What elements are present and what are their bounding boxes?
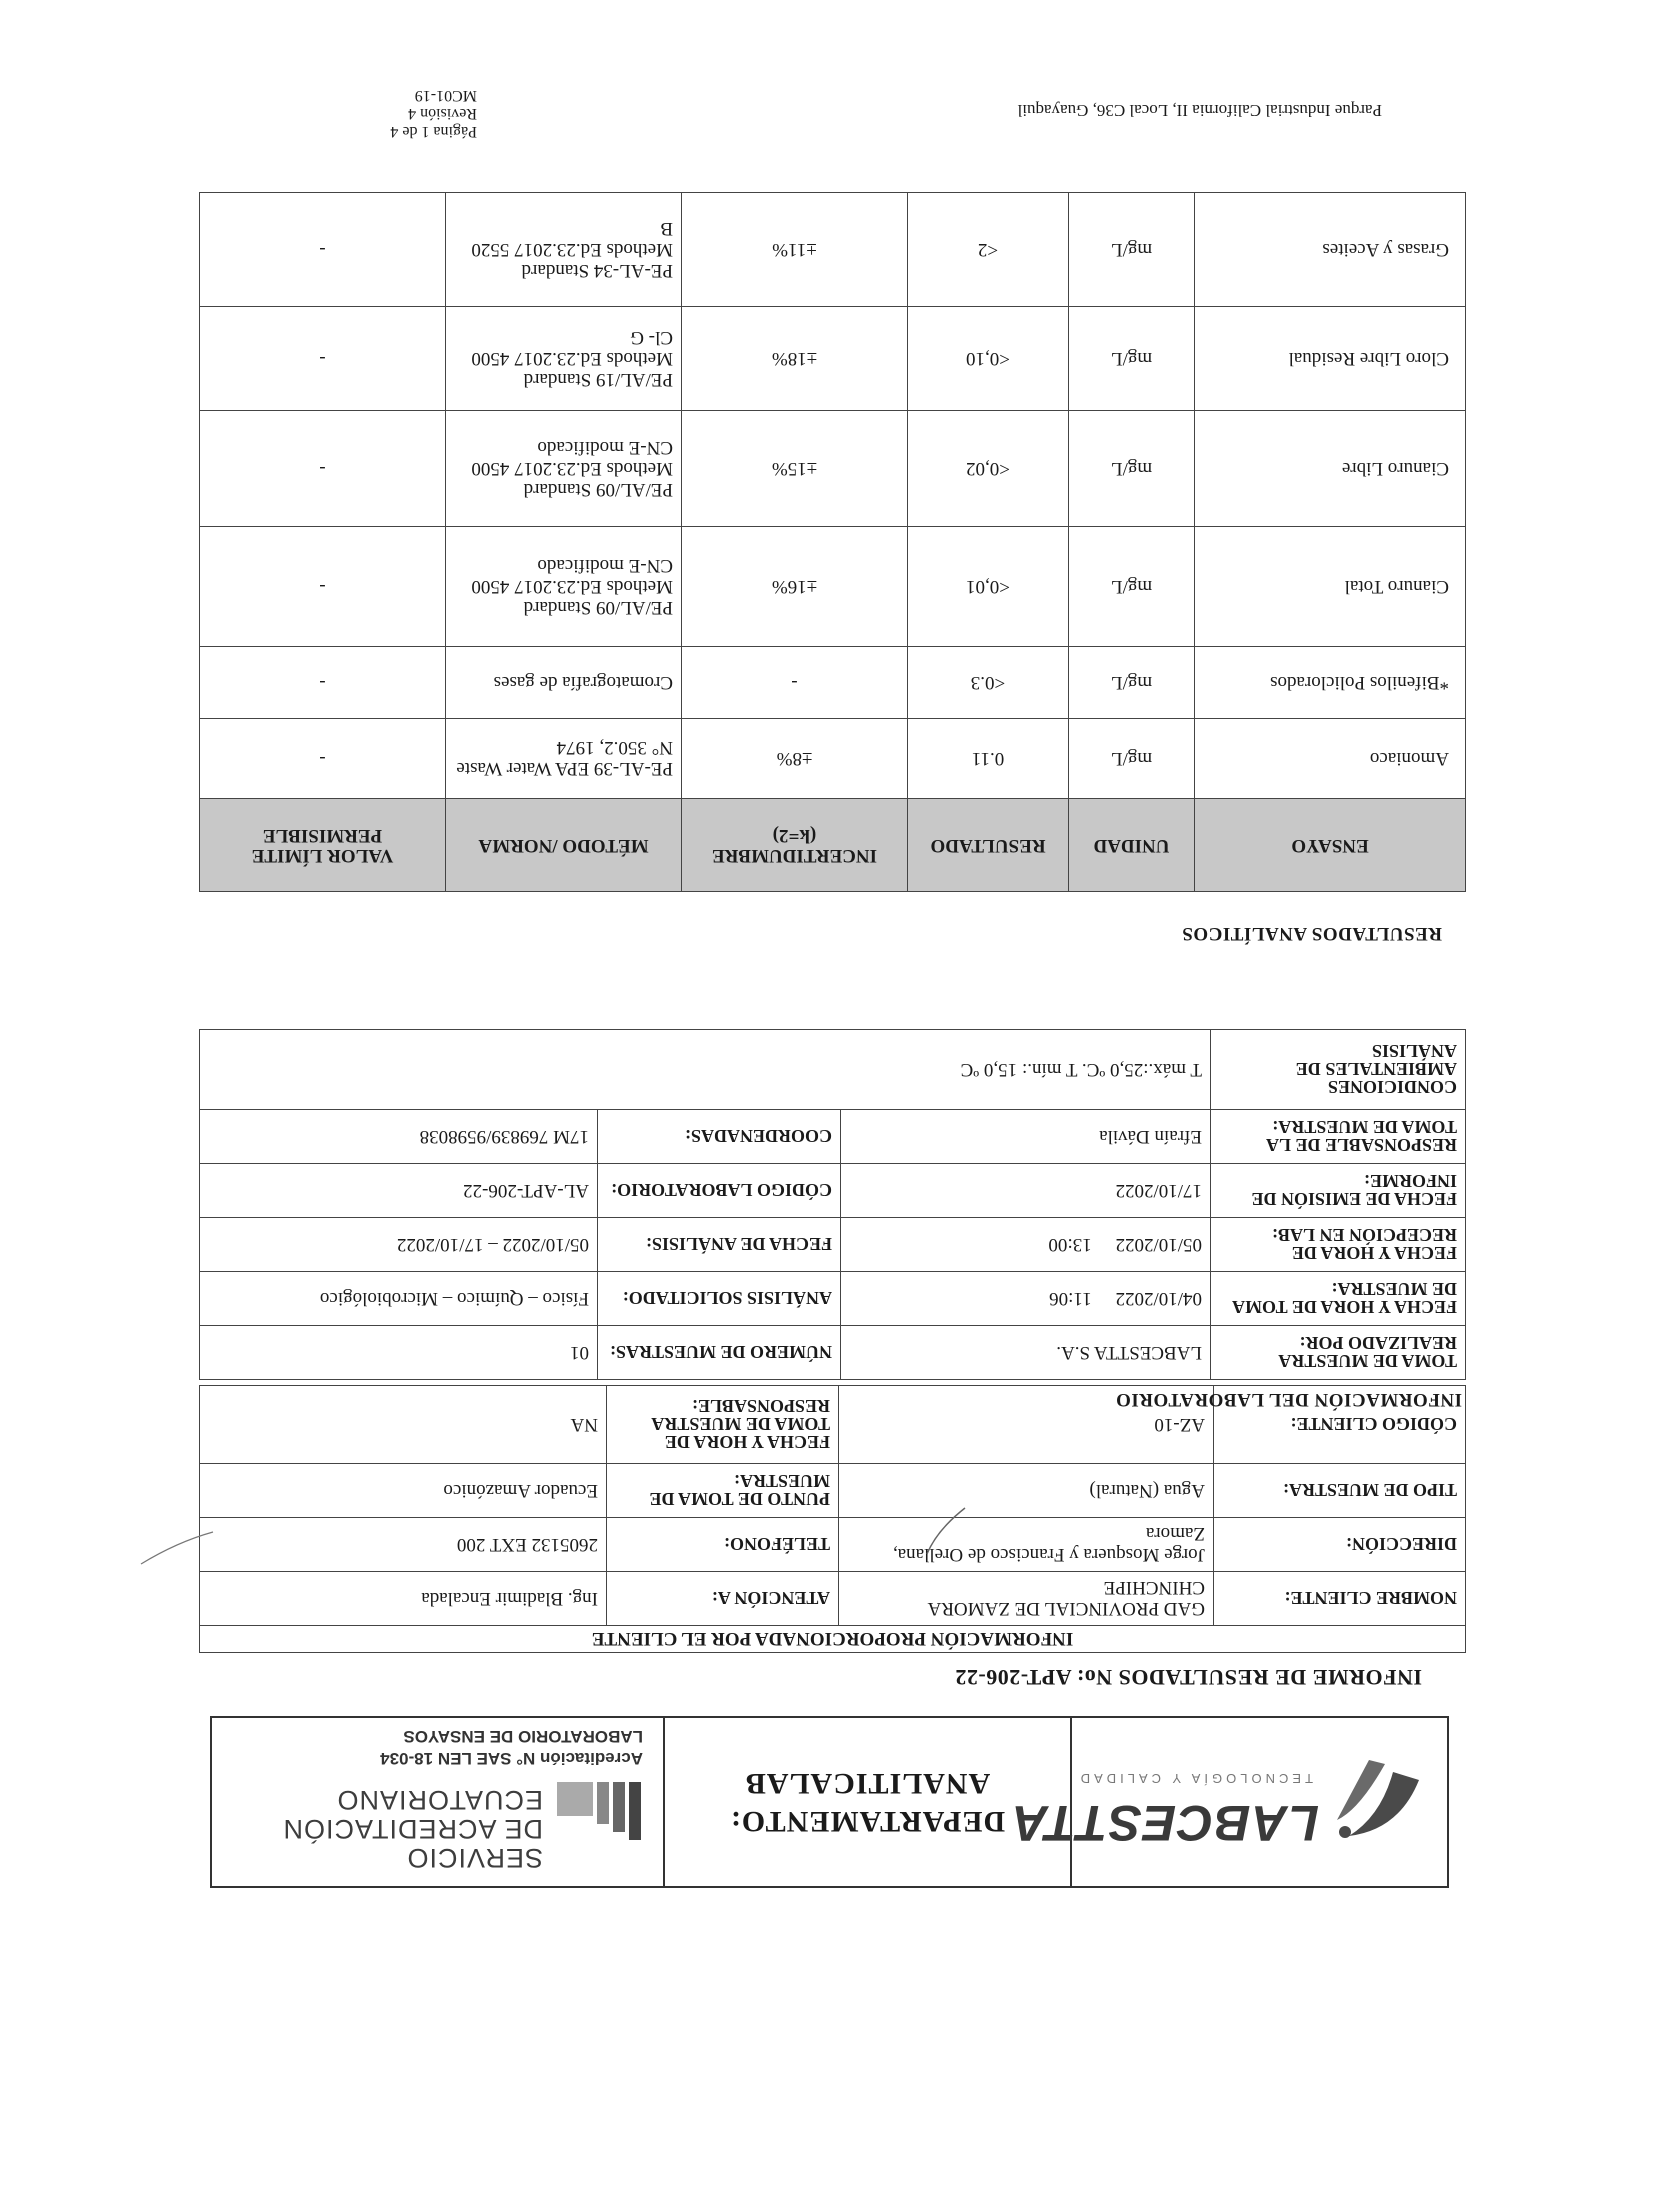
client-name-label: NOMBRE CLIENTE: <box>1214 1572 1466 1626</box>
lab-info-table <box>199 1029 1466 1380</box>
conditions-value: T máx.:25,0 ºC. T mín.: 15,0 ºC <box>200 1030 1211 1110</box>
sampling-responsible-value: NA <box>200 1386 607 1464</box>
attention-label: ATENCIÓN A: <box>607 1572 839 1626</box>
resultado-cell: <0,01 <box>908 527 1069 647</box>
resultado-cell: <0.3 <box>908 647 1069 719</box>
unidad-cell: mg/L <box>1069 647 1195 719</box>
logo-tagline: TECNOLOGÍA Y CALIDAD <box>1076 1771 1313 1786</box>
resultado-cell: <0,10 <box>908 307 1069 411</box>
header-incertidumbre: INCERTIDUMBRE (k=2) <box>682 799 908 892</box>
limite-cell: - <box>200 647 446 719</box>
attention-value: Ing. Bladimir Encalada <box>200 1572 607 1626</box>
unidad-cell: mg/L <box>1069 307 1195 411</box>
sae-logo-icon <box>553 1776 645 1846</box>
sampling-datetime-value: 04/10/2022 11:06 <box>841 1272 1211 1326</box>
pen-tick-mark <box>137 1512 217 1572</box>
phone-label: TELÉFONO: <box>607 1518 839 1572</box>
header-unidad: UNIDAD <box>1069 799 1195 892</box>
sampling-responsible-value: Efraín Dávila <box>841 1110 1211 1164</box>
lab-code-label: CÓDIGO LABORATORIO: <box>598 1164 841 1218</box>
report-header <box>210 1716 1449 1888</box>
limite-cell: - <box>200 527 446 647</box>
ensayo-cell: Grasas y Aceites <box>1195 193 1466 307</box>
client-code-label: CÓDIGO CLIENTE: <box>1214 1386 1466 1464</box>
table-row <box>200 647 1466 719</box>
table-row <box>200 527 1466 647</box>
labcestta-logo <box>1010 1718 1447 1886</box>
sample-count-value: 01 <box>200 1326 598 1380</box>
revision: Revisión 4 <box>408 105 477 122</box>
table-row <box>200 307 1466 411</box>
lab-code-value: AL-APT-206-22 <box>200 1164 598 1218</box>
phone-value: 2605132 EXT 200 <box>200 1518 607 1572</box>
sampled-by-label: TOMA DE MUESTRA REALIZADO POR: <box>1211 1326 1466 1380</box>
sae-line-1: SERVICIO <box>406 1843 543 1873</box>
table-row <box>200 193 1466 307</box>
reception-datetime-label: FECHA Y HORA DE RECEPCIÓN EN LAB: <box>1211 1218 1466 1272</box>
accreditation-number: Acreditación N° SAE LEN 18-034 <box>380 1749 643 1768</box>
client-code-value: AZ-10 <box>839 1386 1214 1464</box>
footer-address: Parque Industrial California II, Local C36, Guayaquil <box>1017 101 1382 120</box>
coordinates-label: COORDENADAS: <box>598 1110 841 1164</box>
metodo-cell: PE/AL/19 Standard Methods Ed.23.2017 4500 Cl- G <box>446 307 682 411</box>
metodo-cell: PE/AL/09 Standard Methods Ed.23.2017 4500 CN-E modificado <box>446 411 682 527</box>
incertidumbre-cell: ±15% <box>682 411 908 527</box>
analysis-date-label: FECHA DE ANÁLISIS: <box>598 1218 841 1272</box>
requested-analysis-value: Físico – Químico – Microbiológico <box>200 1272 598 1326</box>
issue-date-label: FECHA DE EMISIÓN DE INFORME: <box>1211 1164 1466 1218</box>
incertidumbre-cell: ±11% <box>682 193 908 307</box>
coordinates-value: 17M 769839/9598038 <box>200 1110 598 1164</box>
metodo-cell: PE/AL/09 Standard Methods Ed.23.2017 4500 CN-E modificado <box>446 527 682 647</box>
analysis-date-value: 05/10/2022 – 17/10/2022 <box>200 1218 598 1272</box>
department-label: DEPARTAMENTO: <box>729 1805 1006 1838</box>
unidad-cell: mg/L <box>1069 527 1195 647</box>
sampling-point-label: PUNTO DE TOMA DE MUESTRA: <box>607 1464 839 1518</box>
table-row <box>200 719 1466 799</box>
issue-date-value: 17/10/2022 <box>841 1164 1211 1218</box>
sample-count-label: NÚMERO DE MUESTRAS: <box>598 1326 841 1380</box>
header-ensayo: ENSAYO <box>1195 799 1466 892</box>
reception-datetime-value: 05/10/2022 13:00 <box>841 1218 1211 1272</box>
resultado-cell: 0.11 <box>908 719 1069 799</box>
sampling-responsible-label: FECHA Y HORA DE TOMA DE MUESTRA RESPONSABLE: <box>607 1386 839 1464</box>
results-section-title: RESULTADOS ANALÍTICOS <box>1181 923 1442 944</box>
unidad-cell: mg/L <box>1069 411 1195 527</box>
lab-section-title: INFORMACIÓN DEL LABORATORIO <box>1115 1389 1462 1410</box>
conditions-label: CONDICIONES AMBIENTALES DE ANÁLISIS <box>1211 1030 1466 1110</box>
sampling-responsible-label: RESPONSABLE DE LA TOMA DE MUESTRA: <box>1211 1110 1466 1164</box>
header-resultado: RESULTADO <box>908 799 1069 892</box>
limite-cell: - <box>200 307 446 411</box>
ensayo-cell: Cianuro Total <box>1195 527 1466 647</box>
ensayo-cell: *Bifenilos Policlorados <box>1195 647 1466 719</box>
sae-accreditation-box <box>212 1718 663 1886</box>
department-name: ANALITICALAB <box>744 1767 991 1800</box>
incertidumbre-cell: ±18% <box>682 307 908 411</box>
metodo-cell: PE-AL-39 EPA Water Waste N° 350.2, 1974 <box>446 719 682 799</box>
sampled-by-value: LABCESTTA S.A. <box>841 1326 1211 1380</box>
labcestta-swoosh-icon <box>1329 1754 1429 1850</box>
incertidumbre-cell: ±16% <box>682 527 908 647</box>
table-row <box>200 411 1466 527</box>
ensayo-cell: Cianuro Libre <box>1195 411 1466 527</box>
sae-line-3: ECUATORIANO <box>336 1785 543 1815</box>
page-number: Página 1 de 4 <box>390 123 477 140</box>
department-box <box>663 1718 1070 1886</box>
sample-type-value: Agua (Natural) <box>839 1464 1214 1518</box>
limite-cell: - <box>200 411 446 527</box>
unidad-cell: mg/L <box>1069 719 1195 799</box>
limite-cell: - <box>200 719 446 799</box>
address-value: Jorge Mosquera y Francisco de Orellana, Zamora <box>839 1518 1214 1572</box>
limite-cell: - <box>200 193 446 307</box>
client-info-table <box>199 1385 1466 1653</box>
requested-analysis-label: ANÁLISIS SOLICITADO: <box>598 1272 841 1326</box>
document-code: MC01-19 <box>414 87 477 104</box>
metodo-cell: PE-AL-34 Standard Methods Ed.23.2017 5520 B <box>446 193 682 307</box>
resultado-cell: <0,02 <box>908 411 1069 527</box>
metodo-cell: Cromatografía de gases <box>446 647 682 719</box>
logo-name: LABCESTTA <box>1010 1795 1319 1851</box>
pen-tick-mark <box>917 1500 977 1560</box>
incertidumbre-cell: - <box>682 647 908 719</box>
results-table <box>199 192 1466 892</box>
sae-line-2: DE ACREDITACIÓN <box>282 1814 543 1844</box>
client-section-caption: INFORMACIÓN PROPORCIONADA POR EL CLIENTE <box>200 1626 1466 1653</box>
header-valor-limite: VALOR LÍMITE PERMISIBLE <box>200 799 446 892</box>
header-metodo: MÉTODO /NORMA <box>446 799 682 892</box>
sampling-datetime-label: FECHA Y HORA DE TOMA DE MUESTRA: <box>1211 1272 1466 1326</box>
sampling-point-value: Ecuador Amazónico <box>200 1464 607 1518</box>
unidad-cell: mg/L <box>1069 193 1195 307</box>
report-title: INFORME DE RESULTADOS No: APT-206-22 <box>954 1665 1422 1690</box>
address-label: DIRECCIÓN: <box>1214 1518 1466 1572</box>
footer-page-info <box>390 86 477 140</box>
resultado-cell: <2 <box>908 193 1069 307</box>
sample-type-label: TIPO DE MUESTRA: <box>1214 1464 1466 1518</box>
incertidumbre-cell: ±8% <box>682 719 908 799</box>
ensayo-cell: Amoniaco <box>1195 719 1466 799</box>
lab-type: LABORATORIO DE ENSAYOS <box>403 1727 643 1746</box>
client-name-value: GAD PROVINCIAL DE ZAMORA CHINCHIPE <box>839 1572 1214 1626</box>
ensayo-cell: Cloro Libre Residual <box>1195 307 1466 411</box>
